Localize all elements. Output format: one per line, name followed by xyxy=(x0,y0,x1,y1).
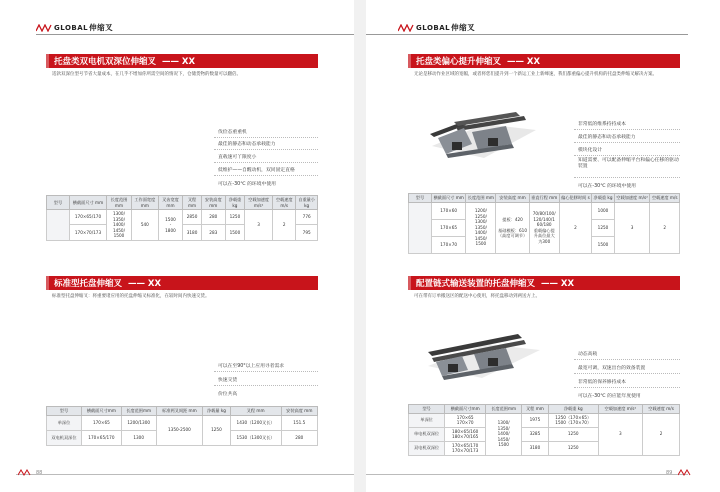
table-cell: 170×70/173 xyxy=(70,225,107,240)
feature-item: 动态高载 xyxy=(578,352,598,357)
table-header: 净载重 kg xyxy=(593,195,613,200)
table-cell: 1200/1300 xyxy=(121,415,156,430)
page-number: 88 xyxy=(36,470,43,476)
table-cell: 双电机双深位 xyxy=(409,441,445,455)
section-banner xyxy=(46,276,318,290)
table-header: 横截面尺寸 mm xyxy=(70,196,107,210)
eccentric-fork-photo xyxy=(424,104,544,168)
feature-item: 知道需要、可以配备伸缩平台和偏心任移的驱动装置 xyxy=(578,158,679,169)
table-header: 自重量小 kg xyxy=(296,196,318,210)
table-cell: 151.5 xyxy=(281,415,317,430)
table-header: 型号 xyxy=(409,194,432,203)
feature-item: 低维护——自醒动机，双同固定直格 xyxy=(218,168,295,173)
table-header: 净载重 kg xyxy=(225,196,244,210)
section-suffix: —— XX xyxy=(161,57,196,67)
feature-item: 可以在-30℃ 的环境中使用 xyxy=(578,184,636,189)
table-header: 净载重 kg xyxy=(548,405,598,414)
table-cell: 1200/ 1250/ 1300/ 1350/ 1400/ 1450/ 1500 xyxy=(466,202,496,253)
table-cell: 1350-2500 xyxy=(156,415,203,445)
section-title: 托盘类偏心提升伸缩叉 xyxy=(416,57,502,67)
feature-divider xyxy=(574,387,680,388)
left-page xyxy=(0,0,354,492)
table-header: 空载速度 m/s xyxy=(651,195,678,200)
table-cell: 3285 xyxy=(522,427,549,441)
feature-item: 非常低的维系持持成本 xyxy=(578,122,626,127)
banner-text xyxy=(416,277,574,289)
table-cell: 1250 xyxy=(203,415,230,445)
feature-item: 快速交货 xyxy=(218,378,238,383)
table-cell: 1530（1300叉长） xyxy=(230,430,281,445)
footer-wave-icon xyxy=(678,469,692,476)
table-cell: 1250 xyxy=(225,210,244,225)
table-header: 长度范围mm xyxy=(121,407,156,416)
table-header: 安装高度 mm xyxy=(201,196,225,210)
table-cell: 1300 xyxy=(121,430,156,445)
table-cell: 3 xyxy=(598,413,642,455)
spec-table xyxy=(408,193,680,254)
table-cell: 170×65 xyxy=(81,415,121,430)
table-cell: 1975 xyxy=(522,413,549,427)
page-number: 89 xyxy=(666,470,673,476)
wave-logo-icon xyxy=(36,24,52,32)
table-cell xyxy=(47,210,70,241)
feature-item: 可以在-30℃ 的应能年度使用 xyxy=(578,394,641,399)
table-header: 横截面尺寸mm xyxy=(81,407,121,416)
feature-item: 伐俭态重重机 xyxy=(218,130,247,135)
logo-en: GLOBAL xyxy=(54,24,89,32)
table-header: 空载加速度 m/s² xyxy=(598,405,642,414)
header-rule xyxy=(36,34,354,35)
table-header: 空载加速度 m/s² xyxy=(616,195,648,200)
banner-text xyxy=(416,55,540,67)
table-header: 长度范围mm xyxy=(486,405,522,414)
table-header: 叉齿宽度 mm xyxy=(158,196,183,210)
feature-item: 模块化设计 xyxy=(578,148,602,153)
table-cell: 3180 xyxy=(522,441,549,455)
table-cell: 170×70 xyxy=(432,236,466,253)
table-cell: 170×65/170 170×70/173 xyxy=(445,441,486,455)
spec-table xyxy=(408,404,680,456)
table-cell: 2 xyxy=(643,413,680,455)
brand-logo xyxy=(398,22,475,33)
section-description: 可在带有订单搬送区的配送中心使用，将托盘移动到两送方上。 xyxy=(414,294,540,299)
section-suffix: —— XX xyxy=(540,279,575,289)
section-suffix: —— XX xyxy=(506,57,541,67)
table-cell: 单电机双深位 xyxy=(409,427,445,441)
table-header: 型号 xyxy=(47,407,82,416)
feature-item: 可以在-30℃ 的环境中使用 xyxy=(218,182,276,187)
table-header: 叉程 mm xyxy=(183,196,202,210)
table-cell: 1500 xyxy=(592,236,615,253)
table-cell: 单深位 xyxy=(47,415,82,430)
banner-text xyxy=(54,55,195,67)
spec-table xyxy=(46,195,318,241)
banner-cap xyxy=(46,54,49,68)
feature-item: 非常低的保养修持成本 xyxy=(578,380,626,385)
table-cell: 3 xyxy=(245,210,273,241)
table-cell: 1430（1200叉长） xyxy=(230,415,281,430)
table-header: 型号 xyxy=(47,196,70,210)
banner-text xyxy=(54,277,161,289)
table-header: 叉程 mm xyxy=(522,405,549,414)
feature-divider xyxy=(574,373,680,374)
feature-divider xyxy=(214,137,318,138)
table-cell: 170×60 xyxy=(432,202,466,219)
feature-divider xyxy=(574,129,680,130)
footer-rule xyxy=(366,474,688,475)
logo-cn: 伸缩叉 xyxy=(451,23,476,32)
table-cell: 1250 xyxy=(548,441,598,455)
table-cell: 单深位 xyxy=(409,413,445,427)
feature-divider xyxy=(574,177,680,178)
section-description: 无论是移动作业区域的宽幅，或者将您们提升到一个新运工业上新峰速，我们都重偏心提升机构的托盘类伸缩叉解决方案。 xyxy=(414,72,657,77)
table-header: 工作面宽度 mm xyxy=(131,196,158,210)
table-cell: 3180 xyxy=(183,225,202,240)
table-cell: 170×65 xyxy=(432,219,466,236)
section-title: 托盘类双电机双深位伸缩叉 xyxy=(54,57,157,67)
table-cell: 280 xyxy=(281,430,317,445)
footer-rule xyxy=(16,474,354,475)
section-description: 标准型托盘伸缩叉：将重要诸应用的托盘伸缩叉标准化，在较时间内快速交货。 xyxy=(52,294,210,299)
footer-wave-icon xyxy=(18,469,32,476)
table-cell: 540 xyxy=(131,210,158,241)
table-cell: 1300/ 1350/ 1400/ 1450/ 1500 xyxy=(486,413,522,455)
feature-item: 可以在至90°以上应用寻者需求 xyxy=(218,364,285,369)
table-cell: 280 xyxy=(201,210,225,225)
table-header: 垂直行程 mm xyxy=(531,195,558,200)
section-title: 标准型托盘伸缩叉 xyxy=(54,279,123,289)
feature-divider xyxy=(574,359,680,360)
table-header: 安装高度 mm xyxy=(281,407,317,416)
section-title: 配置链式输送装置的托盘伸缩叉 xyxy=(416,279,536,289)
header-rule xyxy=(366,34,688,35)
table-cell: 2 xyxy=(273,210,296,241)
table-cell xyxy=(409,202,432,253)
banner-cap xyxy=(408,276,411,290)
table-cell: 双电机双深位 xyxy=(47,430,82,445)
table-cell: 1500 - 1800 xyxy=(158,210,183,241)
chain-conveyor-fork-photo xyxy=(422,330,546,386)
section-banner xyxy=(408,54,680,68)
table-row xyxy=(47,415,318,430)
banner-cap xyxy=(408,54,411,68)
table-row xyxy=(47,210,318,225)
table-cell: 795 xyxy=(296,225,318,240)
table-cell: 提板：420 基础模板：610 （高度可调节） xyxy=(496,202,529,253)
table-cell: 2 xyxy=(559,202,592,253)
table-header: 安装高度 mm xyxy=(496,194,529,203)
section-suffix: —— XX xyxy=(127,279,162,289)
table-cell: 1250 xyxy=(548,427,598,441)
table-cell: 1300/ 1350/ 1400/ 1450/ 1500 xyxy=(107,210,132,241)
table-row xyxy=(409,413,680,427)
section-description: 适款双深位型号节省大量成本，在几乎不增加你所需空间的情况下，仓储货物的数量可以翻倍。 xyxy=(52,72,241,77)
table-cell: 1250 xyxy=(592,219,615,236)
feature-divider xyxy=(214,149,318,150)
table-header: 长度范围 mm xyxy=(107,196,132,210)
table-cell: 1000 xyxy=(592,202,615,219)
table-cell: 70/80/100/ 120/140/1 60/180 重载偏心提 升高位最大 为300 xyxy=(529,202,559,253)
section-banner xyxy=(46,54,318,68)
table-cell: 170×65/170 xyxy=(81,430,121,445)
feature-divider xyxy=(214,162,318,163)
table-cell: 180×65/160 180×70/165 xyxy=(445,427,486,441)
banner-cap xyxy=(46,276,49,290)
table-cell: 2850 xyxy=(183,210,202,225)
right-page xyxy=(366,0,720,492)
feature-item: 直载速可丫限度小 xyxy=(218,155,257,160)
table-header: 空载加速度 m/s² xyxy=(245,196,273,210)
table-header: 叉程 mm xyxy=(230,407,281,416)
table-cell: 170×65 170×70 xyxy=(445,413,486,427)
table-cell: 3 xyxy=(614,202,650,253)
table-cell: 1250（170×65） 1500（170×70） xyxy=(548,413,598,427)
feature-divider xyxy=(574,142,680,143)
table-header: 空载速度 m/s xyxy=(273,196,296,210)
table-header: 偏心伦移时间 s xyxy=(561,195,590,200)
feature-divider xyxy=(574,155,680,156)
table-cell: 776 xyxy=(296,210,318,225)
feature-item: 最佳的静态和动态承载能力 xyxy=(578,135,636,140)
feature-item: 最宽可调，双速出台的效备装置 xyxy=(578,366,646,371)
table-header: 空载速度 m/s xyxy=(643,405,680,414)
feature-item: 最佳的静态和动态承载能力 xyxy=(218,142,276,147)
spec-table xyxy=(46,406,318,446)
table-header: 型号 xyxy=(409,405,445,414)
table-cell: 283 xyxy=(201,225,225,240)
table-header: 横截面尺寸 mm xyxy=(433,195,464,200)
feature-divider xyxy=(214,175,318,176)
logo-en: GLOBAL xyxy=(416,24,451,32)
logo-cn: 伸缩叉 xyxy=(89,23,114,32)
table-header: 长度范围 mm xyxy=(467,195,495,200)
page-gutter xyxy=(354,0,366,492)
table-header: 净载量 kg xyxy=(203,407,230,416)
table-cell: 170×65/170 xyxy=(70,210,107,225)
feature-divider xyxy=(214,385,318,386)
wave-logo-icon xyxy=(398,24,414,32)
brand-logo xyxy=(36,22,113,33)
table-row xyxy=(409,202,680,219)
section-banner xyxy=(408,276,680,290)
table-cell: 2 xyxy=(650,202,680,253)
feature-divider xyxy=(214,371,318,372)
table-cell: 1500 xyxy=(225,225,244,240)
table-header: 标准两叉间距 mm xyxy=(156,407,203,416)
table-header: 横截面尺寸mm xyxy=(445,405,486,414)
feature-item: 价位共高 xyxy=(218,392,238,397)
